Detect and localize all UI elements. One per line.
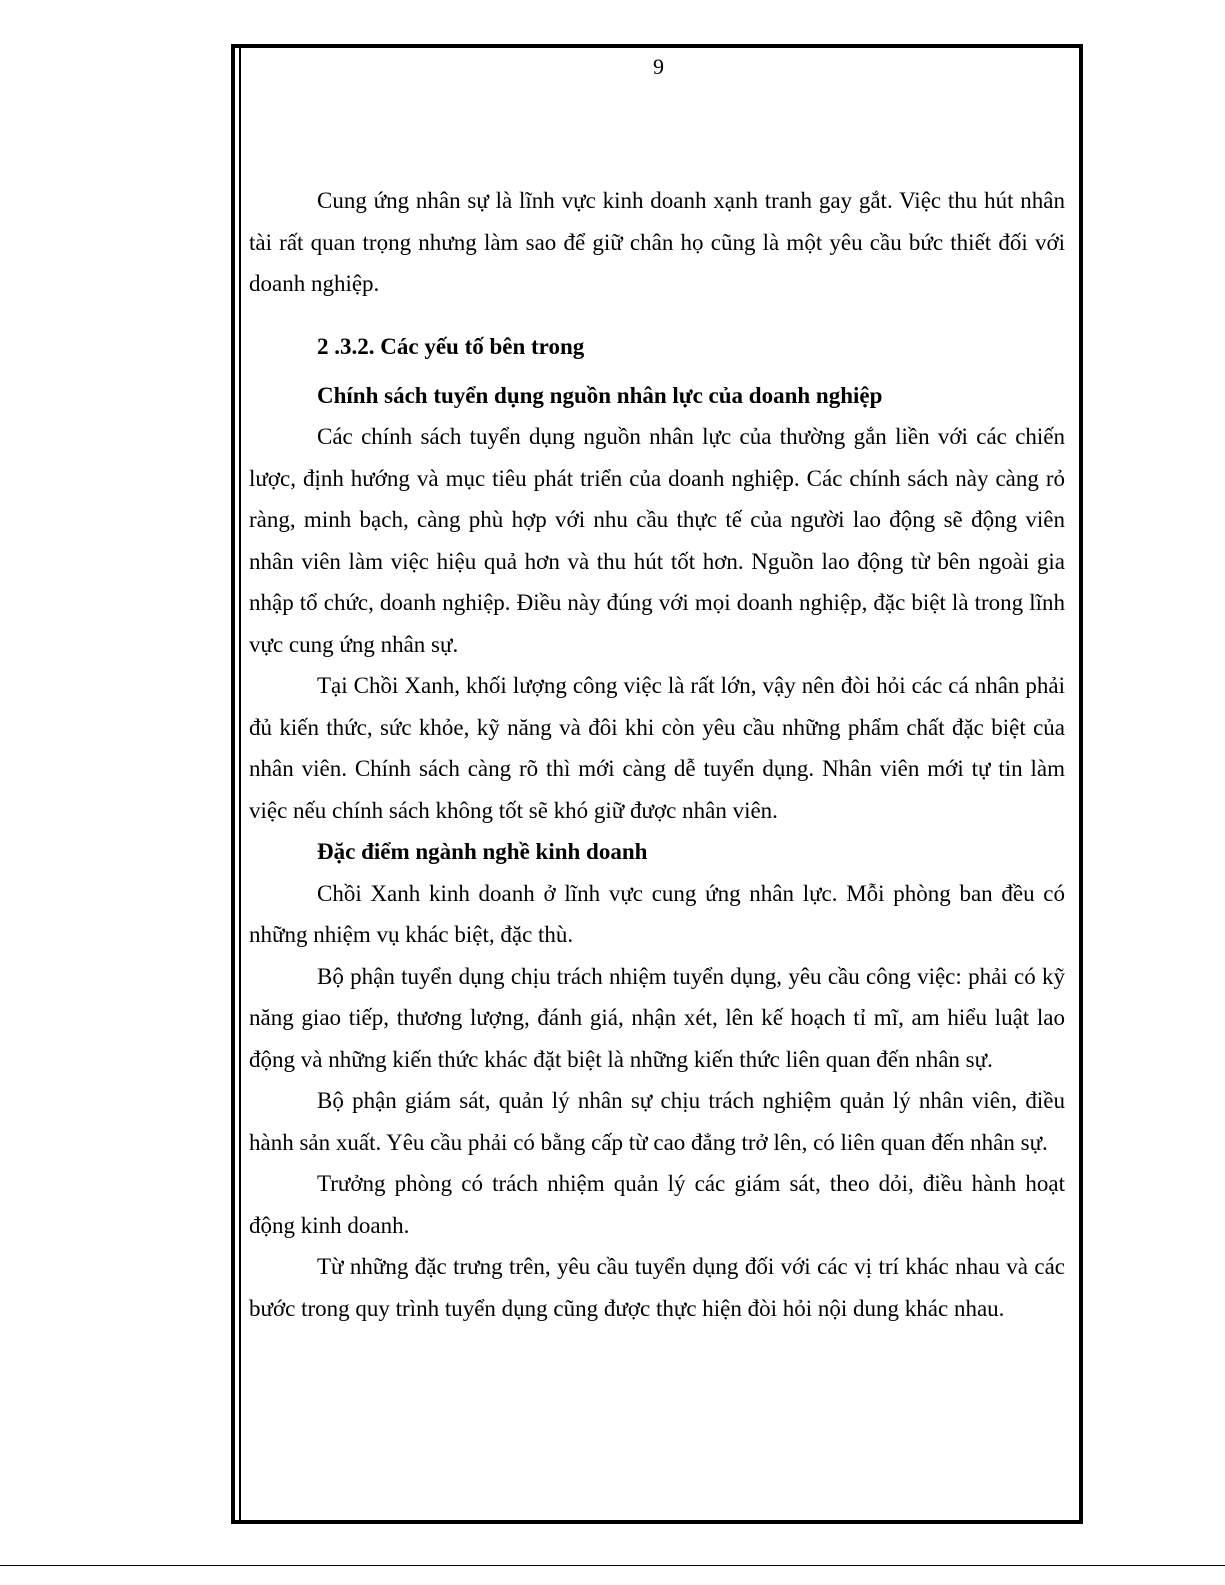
- section-heading: 2 .3.2. Các yếu tố bên trong: [317, 333, 585, 359]
- paragraph-department-head: Trưởng phòng có trách nhiệm quản lý các giám sát, theo dỏi, điều hành hoạt động kinh doanh.: [249, 1171, 1065, 1238]
- paragraph-supervision-department: Bộ phận giám sát, quản lý nhân sự chịu trách nghiệm quản lý nhân viên, điều hành sản xuất. Yêu cầu phải có bằng cấp từ cao đẳng trở lên, có liên quan đến nhân sự.: [249, 1088, 1065, 1155]
- paragraph-recruitment-department: Bộ phận tuyển dụng chịu trách nhiệm tuyển dụng, yêu cầu công việc: phải có kỹ năng giao tiếp, thương lượng, đánh giá, nhận xét, lên kế hoạch tỉ mĩ, am hiểu luật lao động và những kiến thức khác đặt biệt là những kiến thức liên quan đến nhân sự.: [249, 963, 1065, 1072]
- page-border-inner-line: [239, 48, 241, 1520]
- paragraph-intro: Cung ứng nhân sự là lĩnh vực kinh doanh xạnh tranh gay gắt. Việc thu hút nhân tài rất quan trọng nhưng làm sao để giữ chân họ cũng là một yêu cầu bức thiết đối với doanh nghiệp.: [249, 188, 1065, 296]
- subheading-recruitment-policy: Chính sách tuyển dụng nguồn nhân lực của doanh nghiệp: [317, 382, 883, 408]
- paragraph-policy: Các chính sách tuyển dụng nguồn nhân lực của thường gắn liền với các chiến lược, định hướng và mục tiêu phát triển của doanh nghiệp. Các chính sách này càng rỏ ràng, minh bạch, càng phù hợp với nhu cầu thực tế của người lao động sẽ động viên nhân viên làm việc hiệu quả hơn và thu hút tốt hơn. Nguồn lao động từ bên ngoài gia nhập tổ chức, doanh nghiệp. Điều này đúng với mọi doanh nghiệp, đặc biệt là trong lĩnh vực cung ứng nhân sự.: [249, 424, 1065, 657]
- bottom-rule: [0, 1565, 1225, 1566]
- paragraph-conclusion: Từ những đặc trưng trên, yêu cầu tuyển dụng đối với các vị trí khác nhau và các bước trong quy trình tuyển dụng cũng được thực hiện đòi hỏi nội dung khác nhau.: [249, 1254, 1065, 1321]
- paragraph-choi-xanh-workload: Tại Chồi Xanh, khối lượng công việc là rất lớn, vậy nên đòi hỏi các cá nhân phải đủ kiến thức, sức khỏe, kỹ năng và đôi khi còn yêu cầu những phẩm chất đặc biệt của nhân viên. Chính sách càng rõ thì mới càng dễ tuyển dụng. Nhân viên mới tự tin làm việc nếu chính sách không tốt sẽ khó giữ được nhân viên.: [249, 673, 1065, 823]
- spacer: [249, 305, 1065, 327]
- page-number: 9: [653, 54, 664, 79]
- subheading-industry-characteristics: Đặc điểm ngành nghề kinh doanh: [317, 839, 648, 864]
- document-body: [249, 180, 1065, 1329]
- paragraph-business-field: Chồi Xanh kinh doanh ở lĩnh vực cung ứng nhân lực. Mỗi phòng ban đều có những nhiệm vụ khác biệt, đặc thù.: [249, 880, 1065, 947]
